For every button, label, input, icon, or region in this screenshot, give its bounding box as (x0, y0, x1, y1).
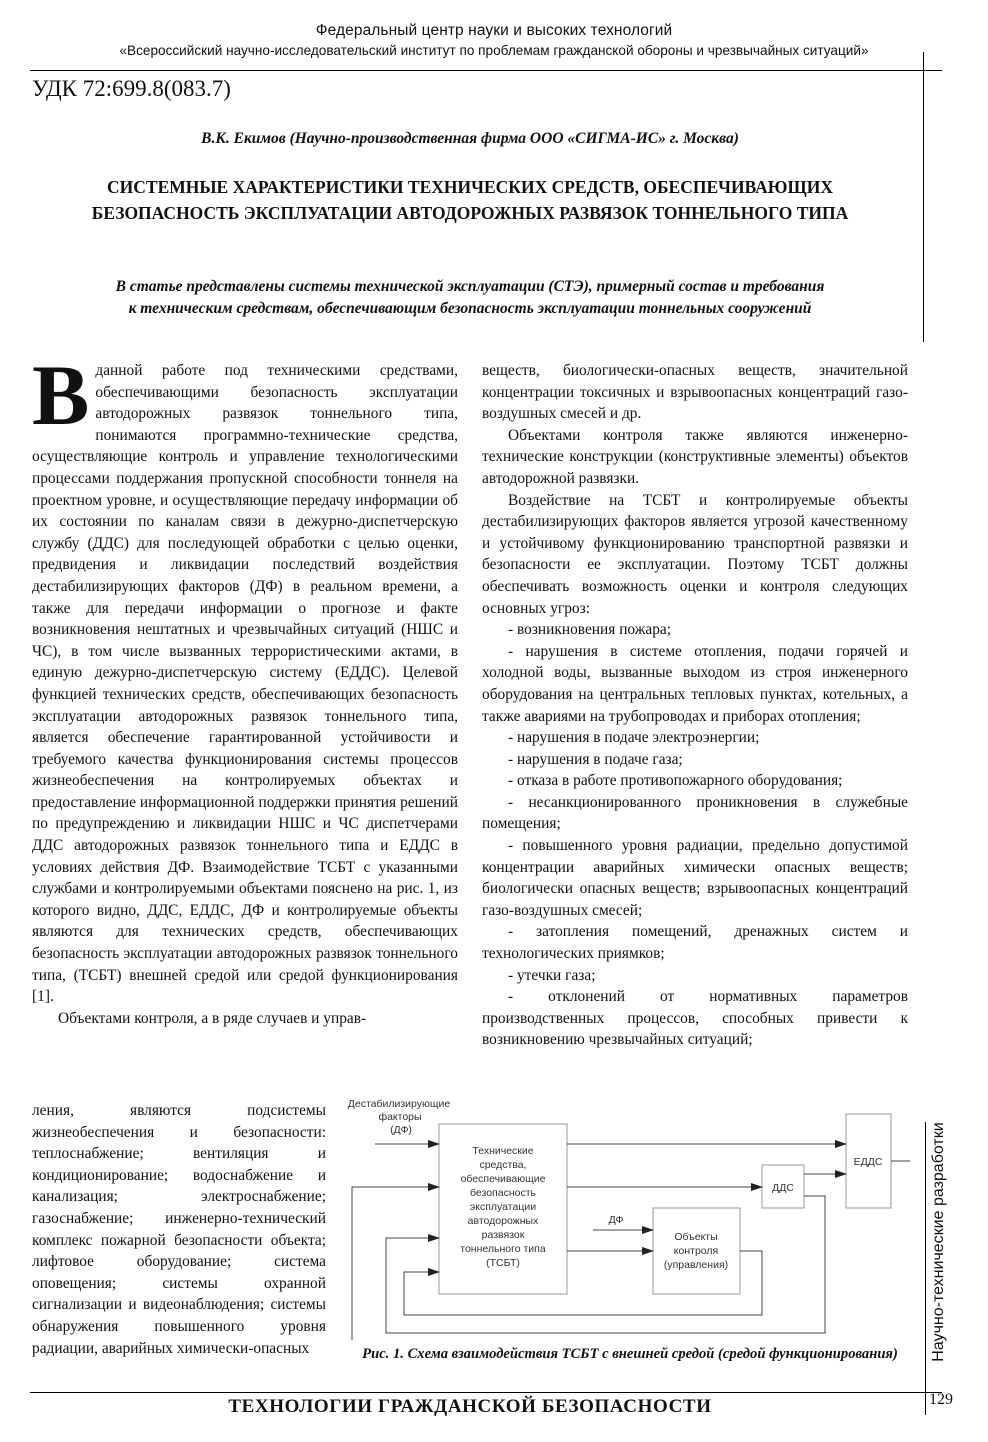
df-label-line2: факторы (378, 1111, 422, 1123)
control-objects-paragraph: ления, являются подсистемы жизнеобеспечения и безопасности: теплоснабжение; вентиляция и кондиционирование; водоснабжение и канализация; электроснабжение; газоснабжение; инженерно-технический комплекс пожарной безопасности объекта; лифтовое оборудование; система оповещения; системы охранной сигнализации и видеонаблюдения; системы обнаружения повышенного уровня радиации, аварийных химически-опасных (32, 1102, 326, 1357)
edds-label: ЕДДС (853, 1156, 883, 1168)
tsbt-label-8: (ТСБТ) (486, 1257, 520, 1269)
right-paragraph-3: Воздействие на ТСБТ и контролируемые объекты дестабилизирующих факторов является угрозой качественному и устойчивому функционированию транспортной развязки и безопасности ее эксплуатации. Поэтому ТСБТ должны обеспечивать возможность оценки и контроля следующих основных угроз: (482, 491, 908, 617)
tsbt-label-7: тоннельного типа (460, 1243, 546, 1255)
objects-label-2: (управления) (663, 1259, 729, 1271)
threat-item: - отказа в работе противопожарного оборудования; (508, 772, 843, 790)
dds-label: ДДС (772, 1182, 794, 1194)
tsbt-label-0: Технические (472, 1145, 534, 1157)
drop-cap: В (32, 347, 90, 443)
udk-code: УДК 72:699.8(083.7) (32, 76, 231, 101)
figure-caption: Рис. 1. Схема взаимодействия ТСБТ с внешней средой (средой функционирования) (362, 1346, 898, 1362)
abstract-line-2: к техническим средствам, обеспечивающим безопасность эксплуатации тоннельных сооружений (128, 300, 812, 317)
df-short-label: ДФ (608, 1214, 624, 1226)
df-label-line3: (ДФ) (390, 1124, 412, 1136)
intro-text: данной работе под техническими средствами, обеспечивающими безопасность эксплуатации автодорожных развязок тоннельного типа, понимаются программно-технические средства, осуществляющие контроль и управление технологическими процессами поддержания пропускной способности тоннеля на проектном уровне, и осуществляющие передачу информации об их состоянии по каналам связи в дежурно-диспетчерскую службу (ДДС) для последующей обработки с целью оценки, предвидения и ликвидации последствий воздействия дестабилизирующих факторов (ДФ) в реальном времени, а также для передачи информации о прогнозе и факте возникновения нештатных и чрезвычайных ситуаций (НШС и ЧС), в том числе вызванных террористическими актами, в единую дежурно-диспетчерскую систему (ЕДДС). Целевой функцией технических средств, обеспечивающих безопасность эксплуатации автодорожных развязок тоннельного типа, является обеспечение гарантированной устойчивости и требуемого качества функционирования системы процессов жизнеобеспечения на контролируемых объектах и предоставление информационной поддержки принятия решений по предупреждению и ликвидации НШС и ЧС диспетчерами ДДС автодорожных развязок тоннельного типа и ЕДДС в условиях действия ДФ. Взаимодействие ТСБТ с указанными службами и контролируемыми объектами пояснено на рис. 1, из которого видно, ДДС, ЕДДС, ДФ и контролируемые объекты являются для технических средств, обеспечивающих безопасность эксплуатации автодорожных развязок тоннельного типа, (ТСБТ) внешней средой или средой функционирования [1]. (32, 362, 458, 1006)
tsbt-label-6: развязок (481, 1229, 525, 1241)
threat-item: - нарушения в подаче газа; (508, 750, 683, 768)
tsbt-label-5: автодорожных (467, 1215, 539, 1227)
section-label (896, 1092, 982, 1392)
threat-item: - утечки газа; (508, 966, 596, 984)
title-line-2: БЕЗОПАСНОСТЬ ЭКСПЛУАТАЦИИ АВТОДОРОЖНЫХ РАЗВЯЗОК ТОННЕЛЬНОГО ТИПА (91, 203, 849, 223)
threat-item: - нарушения в подаче электроэнергии; (508, 729, 760, 747)
threat-item: - повышенного уровня радиации, предельно допустимой концентрации аварийных химически опасных веществ; биологически опасных веществ; взрывоопасных концентраций газо-воздушных смесей; (482, 837, 908, 919)
section-label-text: Научно-технические разработки (930, 1122, 947, 1362)
right-paragraph-2: Объектами контроля также являются инженерно-технические конструкции (конструктивные элементы) объектов автодорожной развязки. (482, 426, 908, 487)
tsbt-label-1: средства, (479, 1159, 527, 1171)
right-column (482, 360, 908, 1051)
tsbt-label-2: обеспечивающие (460, 1173, 546, 1185)
threat-item: - несанкционированного проникновения в служебные помещения; (482, 793, 908, 833)
abstract-line-1: В статье представлены системы технической эксплуатации (СТЭ), примерный состав и требования (115, 278, 825, 295)
header-divider (30, 70, 942, 71)
author-line: В.К. Екимов (Научно-производственная фирма ООО «СИГМА-ИС» г. Москва) (201, 130, 739, 147)
threat-item: - возникновения пожара; (508, 621, 672, 639)
control-objects-first-line: Объектами контроля, а в ряде случаев и управ- (58, 1009, 367, 1027)
right-paragraph-1: веществ, биологически-опасных веществ, значительной концентрации токсичных и взрывоопасных концентраций газо-воздушных смесей и др. (482, 362, 908, 423)
threat-item: - нарушения в системе отопления, подачи горячей и холодной воды, вызванные выходом из строя инженерного оборудования на центральных тепловых пунктах, котельных, а также авариями на трубопроводах и приборах отопления; (482, 642, 908, 725)
objects-label-1: контроля (673, 1245, 719, 1257)
institution-name: Федеральный центр науки и высоких технологий (315, 22, 673, 39)
article-title (0, 174, 940, 226)
tsbt-label-4: эксплуатации (469, 1201, 537, 1213)
title-line-1: СИСТЕМНЫЕ ХАРАКТЕРИСТИКИ ТЕХНИЧЕСКИХ СРЕДСТВ, ОБЕСПЕЧИВАЮЩИХ (107, 177, 833, 197)
threat-item: - отклонений от нормативных параметров производственных процессов, способных привести к возникновению чрезвычайных ситуаций; (482, 988, 908, 1049)
intro-paragraph (32, 347, 458, 1008)
page-number: 129 (929, 1391, 953, 1408)
institute-full-name: «Всероссийский научно-исследовательский институт по проблемам гражданской обороны и чрезвычайных ситуаций» (119, 43, 869, 58)
journal-name: ТЕХНОЛОГИИ ГРАЖДАНСКОЙ БЕЗОПАСНОСТИ (228, 1396, 712, 1417)
tsbt-label-3: безопасность (470, 1187, 536, 1199)
article-abstract (0, 276, 940, 320)
threat-item: - затопления помещений, дренажных систем и технологических приямков; (482, 923, 908, 963)
footer-divider (30, 1392, 942, 1393)
interaction-diagram (335, 1090, 920, 1350)
outer-feedback-line (352, 1187, 439, 1340)
df-label-line1: Дестабилизирующие (347, 1098, 451, 1110)
left-column-continued (32, 1100, 326, 1359)
left-column (32, 347, 458, 1029)
objects-label-0: Объекты (674, 1231, 718, 1243)
